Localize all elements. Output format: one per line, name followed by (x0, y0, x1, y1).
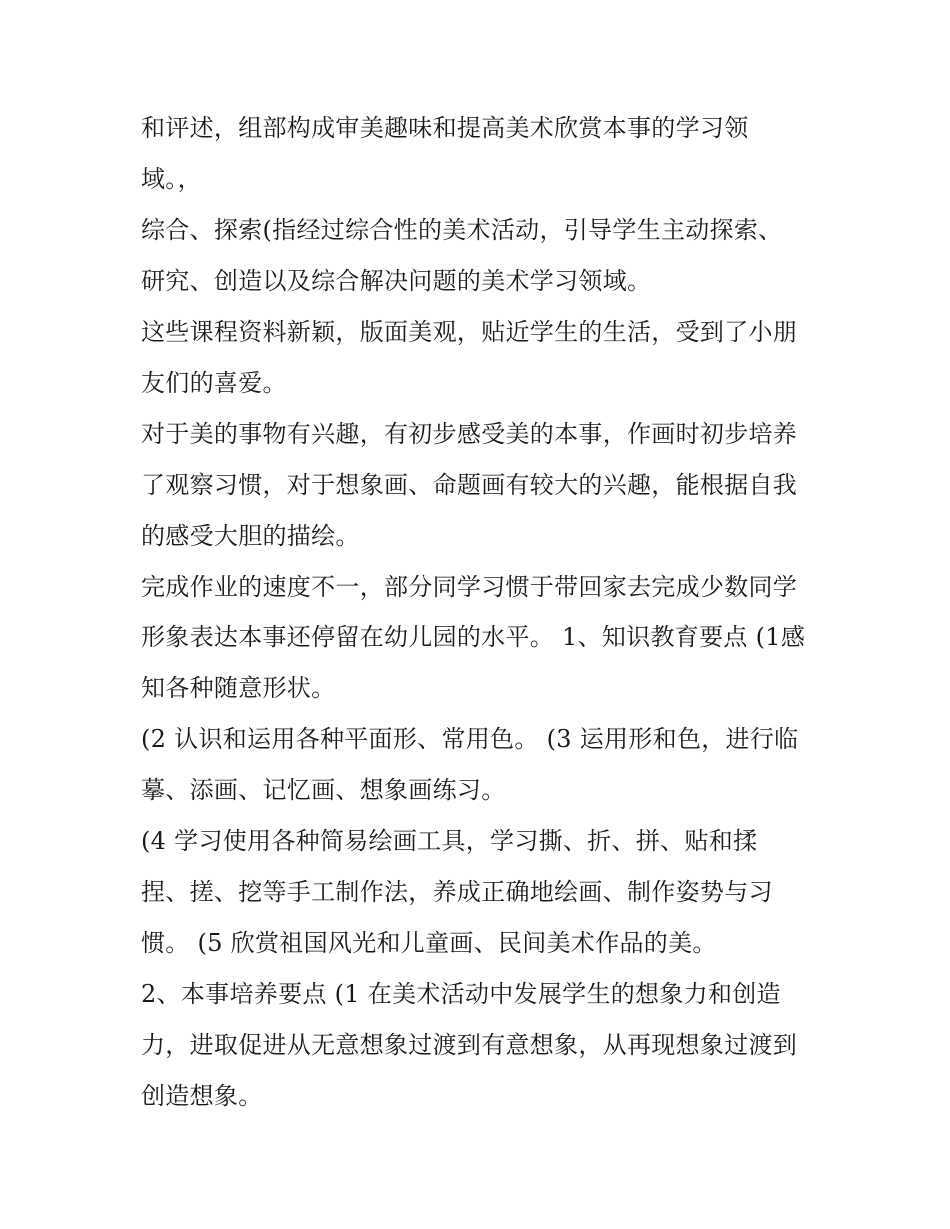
text-line: 力，进取促进从无意想象过渡到有意想象，从再现想象过渡到 (141, 1031, 798, 1059)
text-line: 形象表达本事还停留在幼儿园的水平。 1、知识教育要点 (1感 (141, 623, 806, 651)
text-line: 友们的喜爱。 (141, 369, 287, 397)
text-line: 2、本事培养要点 (1 在美术活动中发展学生的想象力和创造 (141, 980, 781, 1008)
text-line: 对于美的事物有兴趣，有初步感受美的本事，作画时初步培养 (141, 420, 798, 448)
text-line: 研究、创造以及综合解决问题的美术学习领域。 (141, 267, 652, 295)
text-line: 捏、搓、挖等手工制作法，养成正确地绘画、制作姿势与习 (141, 878, 773, 906)
text-line: 知各种随意形状。 (141, 674, 336, 702)
text-line: 和评述，组部构成审美趣味和提高美术欣赏本事的学习领 (141, 114, 749, 142)
text-line: (2 认识和运用各种平面形、常用色。 (3 运用形和色，进行临 (141, 725, 799, 753)
text-line: 综合、探索(指经过综合性的美术活动，引导学生主动探索、 (141, 216, 783, 244)
text-line: 创造想象。 (141, 1082, 263, 1110)
text-line: 域。， (141, 165, 202, 193)
text-line: 这些课程资料新颖，版面美观，贴近学生的生活，受到了小朋 (141, 318, 798, 346)
text-line: 的感受大胆的描绘。 (141, 522, 360, 550)
text-line: 完成作业的速度不一，部分同学习惯于带回家去完成少数同学 (141, 573, 798, 601)
text-line: 摹、添画、记忆画、想象画练习。 (141, 776, 506, 804)
text-line: 惯。 (5 欣赏祖国风光和儿童画、民间美术作品的美。 (141, 929, 717, 957)
text-line: (4 学习使用各种简易绘画工具，学习撕、折、拼、贴和揉 (141, 827, 758, 855)
text-line: 了观察习惯，对于想象画、命题画有较大的兴趣，能根据自我 (141, 471, 798, 499)
